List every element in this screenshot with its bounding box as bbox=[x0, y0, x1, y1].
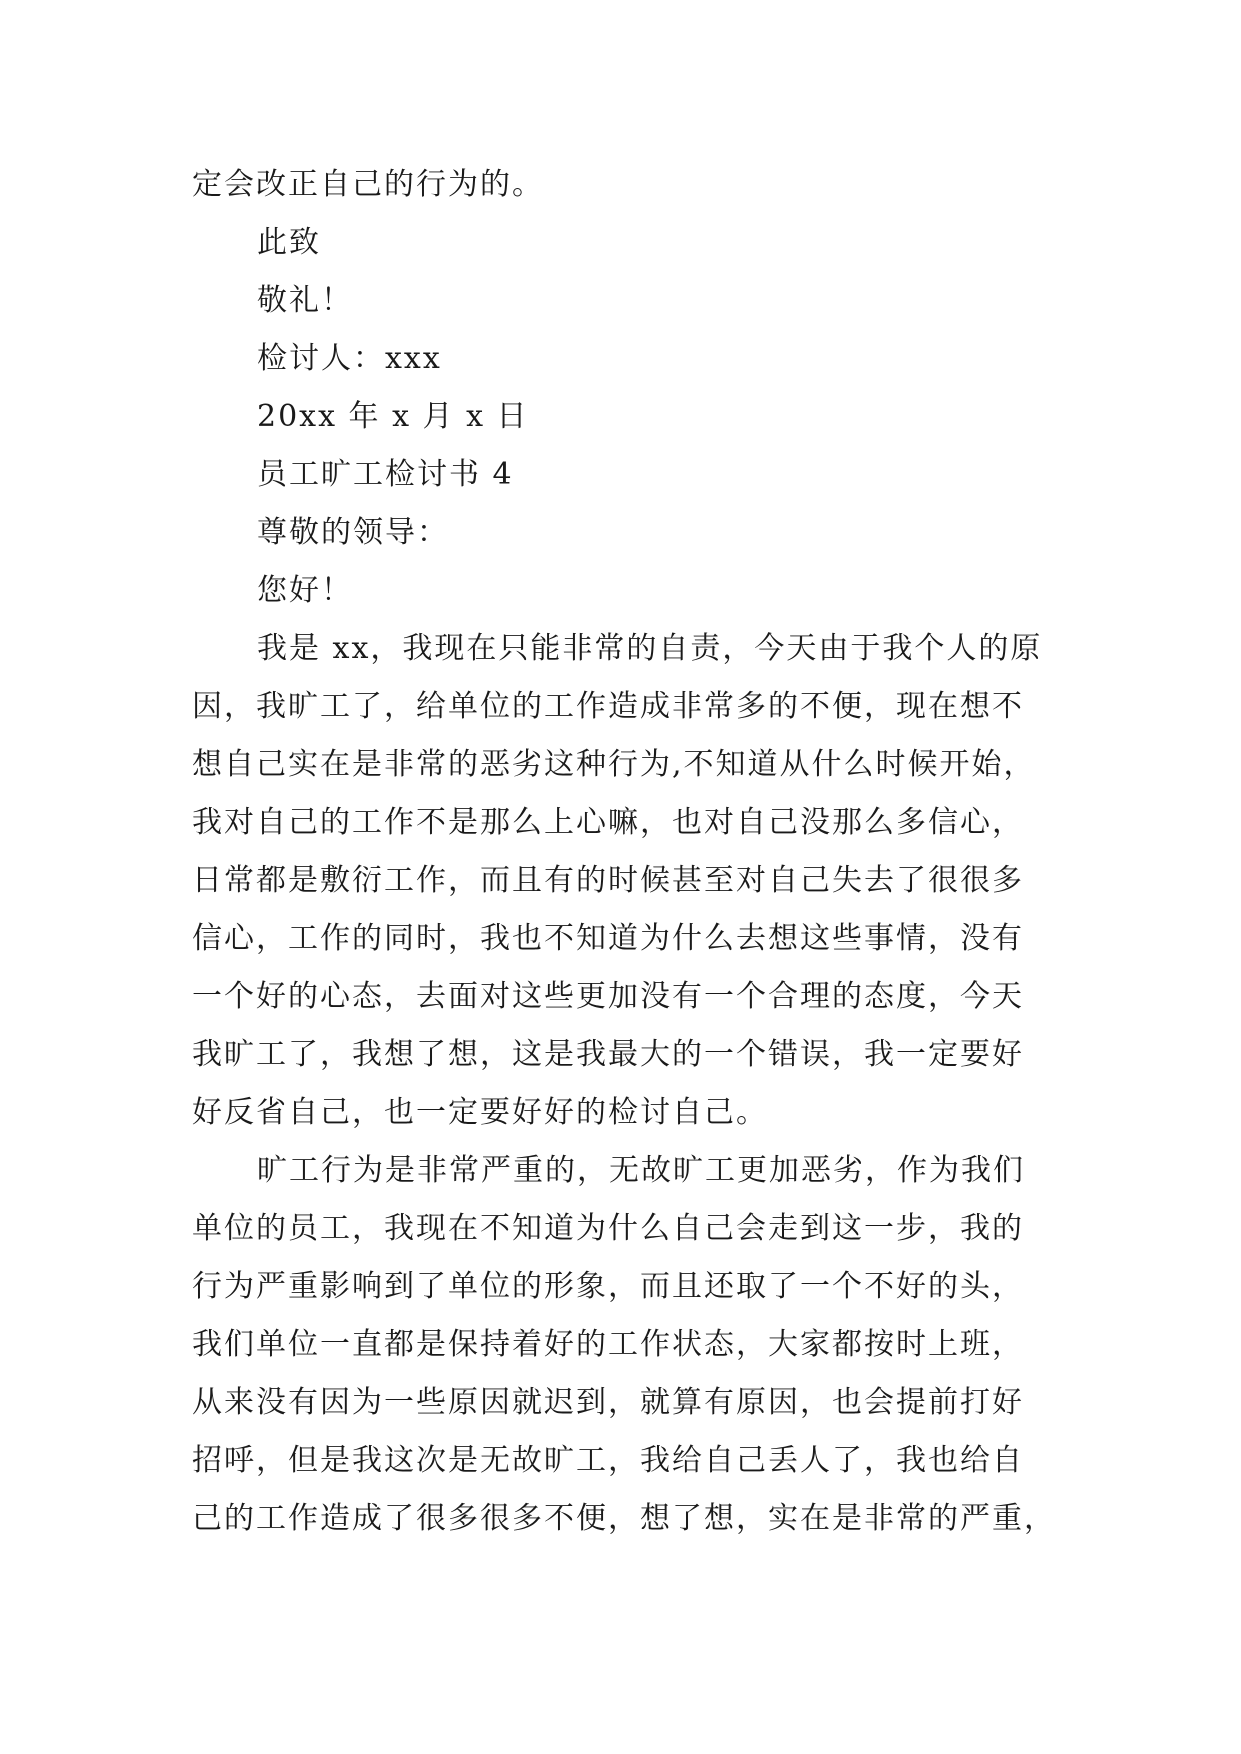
text-line-13: 日常都是敷衍工作，而且有的时候甚至对自己失去了很很多 bbox=[192, 863, 1024, 898]
text-line-15: 一个好的心态，去面对这些更加没有一个合理的态度，今天 bbox=[192, 979, 1024, 1014]
text-line-4: 检讨人：xxx bbox=[257, 341, 442, 376]
text-line-2: 此致 bbox=[257, 225, 321, 260]
text-line-3: 敬礼！ bbox=[257, 283, 353, 318]
text-line-6: 员工旷工检讨书 4 bbox=[257, 457, 514, 492]
text-line-20: 行为严重影响到了单位的形象，而且还取了一个不好的头， bbox=[192, 1269, 1024, 1304]
text-line-10: 因，我旷工了，给单位的工作造成非常多的不便，现在想不 bbox=[192, 689, 1024, 724]
text-line-19: 单位的员工，我现在不知道为什么自己会走到这一步，我的 bbox=[192, 1211, 1024, 1246]
text-line-17: 好反省自己，也一定要好好的检讨自己。 bbox=[192, 1095, 768, 1130]
document-body bbox=[192, 156, 1056, 1548]
text-line-18: 旷工行为是非常严重的，无故旷工更加恶劣，作为我们 bbox=[257, 1153, 1025, 1188]
text-line-9: 我是 xx，我现在只能非常的自责，今天由于我个人的原 bbox=[257, 631, 1043, 666]
text-line-7: 尊敬的领导： bbox=[257, 515, 449, 550]
text-line-8: 您好！ bbox=[257, 573, 353, 608]
text-line-21: 我们单位一直都是保持着好的工作状态，大家都按时上班， bbox=[192, 1327, 1024, 1362]
text-line-22: 从来没有因为一些原因就迟到，就算有原因，也会提前打好 bbox=[192, 1385, 1024, 1420]
text-line-11: 想自己实在是非常的恶劣这种行为,不知道从什么时候开始， bbox=[192, 747, 1036, 782]
text-line-16: 我旷工了，我想了想，这是我最大的一个错误，我一定要好 bbox=[192, 1037, 1024, 1072]
text-line-12: 我对自己的工作不是那么上心嘛，也对自己没那么多信心， bbox=[192, 805, 1024, 840]
text-line-23: 招呼，但是我这次是无故旷工，我给自己丢人了，我也给自 bbox=[192, 1443, 1024, 1478]
text-line-1: 定会改正自己的行为的。 bbox=[192, 167, 544, 202]
text-line-14: 信心，工作的同时，我也不知道为什么去想这些事情，没有 bbox=[192, 921, 1024, 956]
text-line-5: 20xx 年 x 月 x 日 bbox=[257, 399, 529, 434]
text-line-24: 己的工作造成了很多很多不便，想了想，实在是非常的严重， bbox=[192, 1501, 1056, 1536]
